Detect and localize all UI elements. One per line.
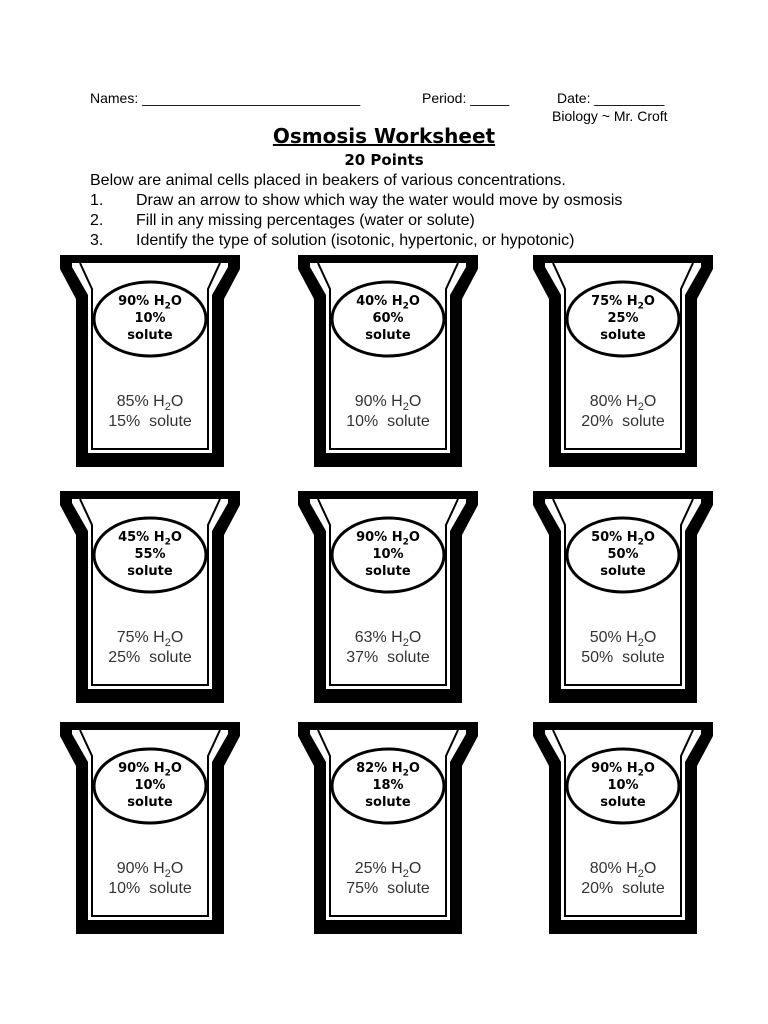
instruction-item [90,212,475,230]
instruction-text: Fill in any missing percentages (water or solute) [136,212,475,229]
solution-concentration: 25% $H_2O$ 75% solute [346,860,430,897]
beaker [298,722,478,934]
beaker-outline [60,255,240,467]
date-field-label: Date: _________ [557,90,665,106]
period-field-label: Period: _____ [422,90,510,106]
solution-concentration: 75% $H_2O$ 25% solute [108,629,192,666]
beaker [60,255,240,467]
cell-concentration: 82% $H_2O$ 18% solute [356,761,420,810]
solution-concentration: 90% $H_2O$ 10% solute [346,393,430,430]
beaker-outline [533,722,713,934]
beaker-outline [533,255,713,467]
beaker-outline [60,722,240,934]
cell-concentration: 90% $H_2O$ 10% solute [118,761,182,810]
solution-concentration: 90% $H_2O$ 10% solute [108,860,192,897]
cell-concentration: 90% $H_2O$ 10% solute [591,761,655,810]
instruction-number: 2. [90,212,104,229]
solution-concentration: 85% $H_2O$ 15% solute [108,393,192,430]
beaker [298,255,478,467]
instruction-item [90,232,574,250]
beaker [298,491,478,703]
beaker-outline [533,491,713,703]
instruction-number: 1. [90,192,104,209]
cell-concentration: 75% $H_2O$ 25% solute [591,294,655,343]
worksheet-title: Osmosis Worksheet [272,124,496,148]
cell-concentration: 90% $H_2O$ 10% solute [356,530,420,579]
intro-text: Below are animal cells placed in beakers of various concentrations. [90,172,566,189]
points-label: 20 Points [344,151,424,169]
beaker [60,722,240,934]
beaker-outline [60,491,240,703]
instruction-text: Draw an arrow to show which way the water would move by osmosis [136,192,623,209]
cell-concentration: 45% $H_2O$ 55% solute [118,530,182,579]
beaker-outline [298,722,478,934]
cell-concentration: 40% $H_2O$ 60% solute [356,294,420,343]
instruction-text: Identify the type of solution (isotonic, hypertonic, or hypotonic) [136,232,575,249]
beaker [533,491,713,703]
beaker-outline [298,255,478,467]
beaker [533,255,713,467]
instruction-item [90,192,622,210]
solution-concentration: 50% $H_2O$ 50% solute [581,629,665,666]
beaker [533,722,713,934]
cell-concentration: 50% $H_2O$ 50% solute [591,530,655,579]
solution-concentration: 63% $H_2O$ 37% solute [346,629,430,666]
instruction-number: 3. [90,232,104,249]
beaker [60,491,240,703]
course-teacher-label: Biology ~ Mr. Croft [552,108,668,124]
names-field-label: Names: ____________________________ [90,90,361,106]
solution-concentration: 80% $H_2O$ 20% solute [581,393,665,430]
solution-concentration: 80% $H_2O$ 20% solute [581,860,665,897]
beaker-outline [298,491,478,703]
cell-concentration: 90% $H_2O$ 10% solute [118,294,182,343]
